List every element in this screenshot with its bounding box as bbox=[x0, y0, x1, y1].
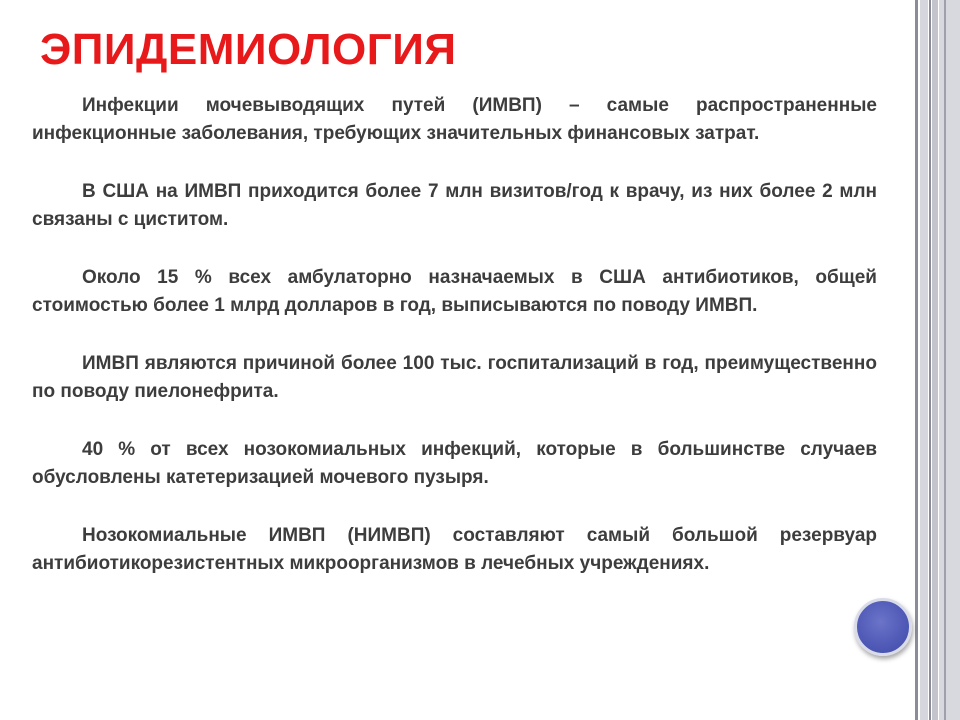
paragraph-5: 40 % от всех нозокомиальных инфекций, которые в большинстве случаев обусловлены катетеризацией мочевого пузыря. bbox=[32, 439, 877, 488]
paragraph-1: Инфекции мочевыводящих путей (ИМВП) – самые распространенные инфекционные заболевания, требующих значительных финансовых затрат. bbox=[32, 95, 877, 144]
right-border-band bbox=[920, 0, 928, 720]
paragraph-6: Нозокомиальные ИМВП (НИМВП) составляют самый большой резервуар антибиотикорезистентных микроорганизмов в лечебных учреждениях. bbox=[32, 525, 877, 574]
right-border-line bbox=[915, 0, 918, 720]
right-border-band bbox=[932, 0, 938, 720]
slide-body bbox=[32, 92, 877, 578]
right-border-line bbox=[929, 0, 931, 720]
paragraph-4: ИМВП являются причиной более 100 тыс. госпитализаций в год, преимущественно по поводу пиелонефрита. bbox=[32, 353, 877, 402]
right-border-line bbox=[944, 0, 946, 720]
right-border-band bbox=[939, 0, 960, 720]
paragraph-3: Около 15 % всех амбулаторно назначаемых в США антибиотиков, общей стоимостью более 1 млрд долларов в год, выписываются по поводу ИМВП. bbox=[32, 267, 877, 316]
paragraph-2: В США на ИМВП приходится более 7 млн визитов/год к врачу, из них более 2 млн связаны с циститом. bbox=[32, 181, 877, 230]
decorative-circle-icon bbox=[854, 598, 912, 656]
slide-title: ЭПИДЕМИОЛОГИЯ bbox=[40, 25, 457, 74]
